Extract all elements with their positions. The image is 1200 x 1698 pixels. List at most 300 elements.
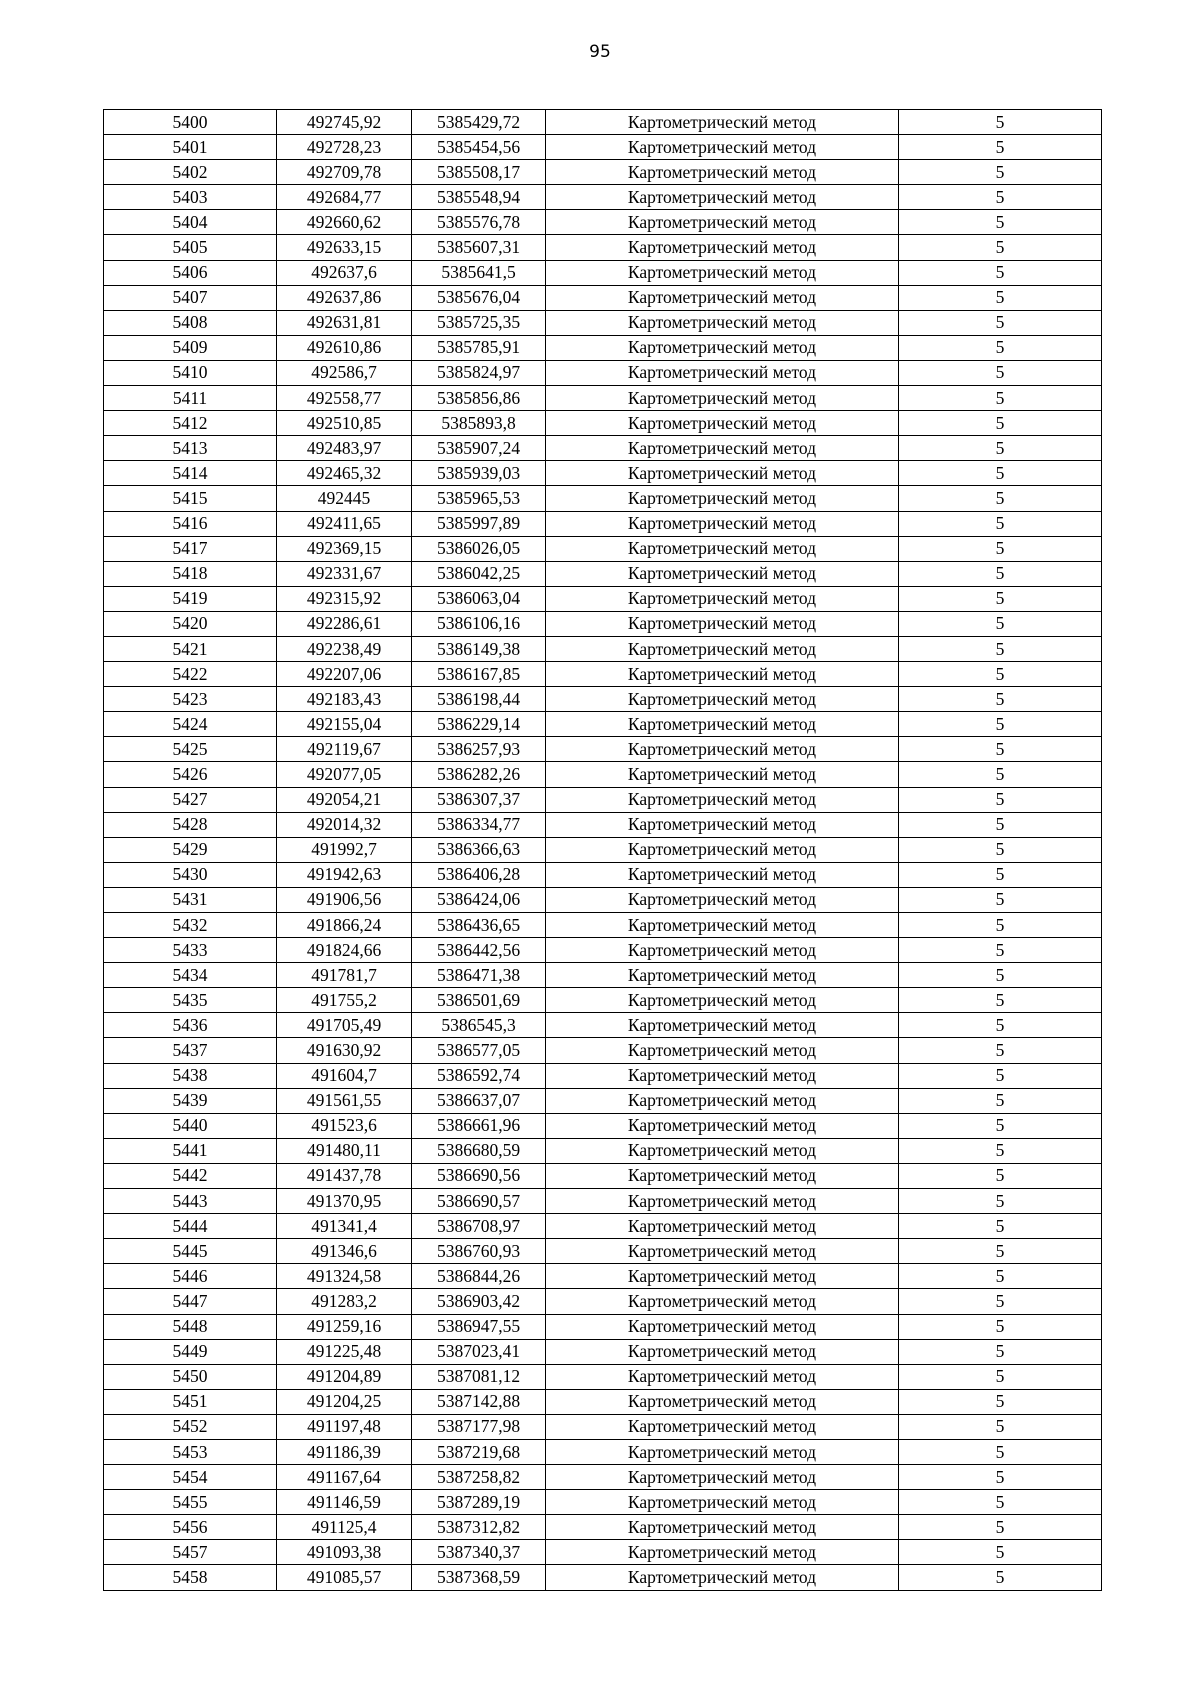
x-coordinate-cell: 492631,81 [277,310,412,335]
y-coordinate-cell: 5387289,19 [412,1490,546,1515]
point-number-cell: 5448 [104,1314,277,1339]
accuracy-cell: 5 [899,1013,1102,1038]
point-number-cell: 5438 [104,1063,277,1088]
y-coordinate-cell: 5385607,31 [412,235,546,260]
accuracy-cell: 5 [899,1565,1102,1590]
x-coordinate-cell: 491992,7 [277,837,412,862]
method-cell: Картометрический метод [546,1013,899,1038]
table-row [104,511,1102,536]
method-cell: Картометрический метод [546,687,899,712]
table-row [104,1414,1102,1439]
x-coordinate-cell: 491204,89 [277,1364,412,1389]
x-coordinate-cell: 492286,61 [277,611,412,636]
table-row [104,1063,1102,1088]
x-coordinate-cell: 492465,32 [277,461,412,486]
table-row [104,737,1102,762]
table-row [104,862,1102,887]
accuracy-cell: 5 [899,185,1102,210]
table-row [104,536,1102,561]
point-number-cell: 5434 [104,963,277,988]
y-coordinate-cell: 5385856,86 [412,386,546,411]
x-coordinate-cell: 492637,86 [277,285,412,310]
y-coordinate-cell: 5386592,74 [412,1063,546,1088]
x-coordinate-cell: 492483,97 [277,436,412,461]
accuracy-cell: 5 [899,1490,1102,1515]
table-row [104,913,1102,938]
y-coordinate-cell: 5386334,77 [412,812,546,837]
point-number-cell: 5449 [104,1339,277,1364]
method-cell: Картометрический метод [546,636,899,661]
x-coordinate-cell: 491561,55 [277,1088,412,1113]
x-coordinate-cell: 491437,78 [277,1163,412,1188]
method-cell: Картометрический метод [546,110,899,135]
table-row [104,436,1102,461]
point-number-cell: 5417 [104,536,277,561]
point-number-cell: 5456 [104,1515,277,1540]
point-number-cell: 5430 [104,862,277,887]
method-cell: Картометрический метод [546,662,899,687]
method-cell: Картометрический метод [546,712,899,737]
x-coordinate-cell: 491370,95 [277,1189,412,1214]
y-coordinate-cell: 5386545,3 [412,1013,546,1038]
x-coordinate-cell: 491186,39 [277,1439,412,1464]
y-coordinate-cell: 5386307,37 [412,787,546,812]
x-coordinate-cell: 492155,04 [277,712,412,737]
method-cell: Картометрический метод [546,436,899,461]
x-coordinate-cell: 491866,24 [277,913,412,938]
y-coordinate-cell: 5387219,68 [412,1439,546,1464]
method-cell: Картометрический метод [546,762,899,787]
method-cell: Картометрический метод [546,1540,899,1565]
accuracy-cell: 5 [899,887,1102,912]
table-row [104,1540,1102,1565]
table-row [104,1163,1102,1188]
accuracy-cell: 5 [899,662,1102,687]
accuracy-cell: 5 [899,737,1102,762]
accuracy-cell: 5 [899,110,1102,135]
point-number-cell: 5422 [104,662,277,687]
table-row [104,1389,1102,1414]
point-number-cell: 5444 [104,1214,277,1239]
method-cell: Картометрический метод [546,1314,899,1339]
point-number-cell: 5405 [104,235,277,260]
x-coordinate-cell: 492331,67 [277,561,412,586]
y-coordinate-cell: 5386708,97 [412,1214,546,1239]
y-coordinate-cell: 5386406,28 [412,862,546,887]
table-row [104,1490,1102,1515]
y-coordinate-cell: 5386661,96 [412,1113,546,1138]
y-coordinate-cell: 5386947,55 [412,1314,546,1339]
table-row [104,1515,1102,1540]
point-number-cell: 5404 [104,210,277,235]
y-coordinate-cell: 5387340,37 [412,1540,546,1565]
accuracy-cell: 5 [899,1439,1102,1464]
y-coordinate-cell: 5387312,82 [412,1515,546,1540]
table-row [104,837,1102,862]
y-coordinate-cell: 5385939,03 [412,461,546,486]
method-cell: Картометрический метод [546,1490,899,1515]
accuracy-cell: 5 [899,1088,1102,1113]
y-coordinate-cell: 5386149,38 [412,636,546,661]
point-number-cell: 5423 [104,687,277,712]
point-number-cell: 5427 [104,787,277,812]
table-row [104,586,1102,611]
point-number-cell: 5409 [104,335,277,360]
y-coordinate-cell: 5386257,93 [412,737,546,762]
accuracy-cell: 5 [899,762,1102,787]
y-coordinate-cell: 5387023,41 [412,1339,546,1364]
method-cell: Картометрический метод [546,1339,899,1364]
x-coordinate-cell: 492709,78 [277,160,412,185]
point-number-cell: 5403 [104,185,277,210]
x-coordinate-cell: 492014,32 [277,812,412,837]
accuracy-cell: 5 [899,235,1102,260]
y-coordinate-cell: 5386042,25 [412,561,546,586]
y-coordinate-cell: 5386501,69 [412,988,546,1013]
point-number-cell: 5443 [104,1189,277,1214]
x-coordinate-cell: 491085,57 [277,1565,412,1590]
coordinates-table-body [104,110,1102,1591]
y-coordinate-cell: 5385725,35 [412,310,546,335]
x-coordinate-cell: 491480,11 [277,1138,412,1163]
method-cell: Картометрический метод [546,611,899,636]
accuracy-cell: 5 [899,461,1102,486]
method-cell: Картометрический метод [546,411,899,436]
method-cell: Картометрический метод [546,1364,899,1389]
y-coordinate-cell: 5386680,59 [412,1138,546,1163]
point-number-cell: 5439 [104,1088,277,1113]
point-number-cell: 5412 [104,411,277,436]
table-row [104,461,1102,486]
table-row [104,1339,1102,1364]
x-coordinate-cell: 492315,92 [277,586,412,611]
table-row [104,411,1102,436]
table-row [104,285,1102,310]
point-number-cell: 5431 [104,887,277,912]
y-coordinate-cell: 5385965,53 [412,486,546,511]
point-number-cell: 5414 [104,461,277,486]
table-row [104,335,1102,360]
point-number-cell: 5457 [104,1540,277,1565]
table-row [104,812,1102,837]
method-cell: Картометрический метод [546,586,899,611]
y-coordinate-cell: 5385641,5 [412,260,546,285]
point-number-cell: 5453 [104,1439,277,1464]
method-cell: Картометрический метод [546,787,899,812]
y-coordinate-cell: 5386844,26 [412,1264,546,1289]
accuracy-cell: 5 [899,511,1102,536]
point-number-cell: 5429 [104,837,277,862]
x-coordinate-cell: 492728,23 [277,135,412,160]
table-row [104,1314,1102,1339]
table-row [104,386,1102,411]
table-row [104,310,1102,335]
accuracy-cell: 5 [899,687,1102,712]
method-cell: Картометрический метод [546,1414,899,1439]
accuracy-cell: 5 [899,963,1102,988]
x-coordinate-cell: 492633,15 [277,235,412,260]
x-coordinate-cell: 491705,49 [277,1013,412,1038]
x-coordinate-cell: 492660,62 [277,210,412,235]
method-cell: Картометрический метод [546,486,899,511]
accuracy-cell: 5 [899,837,1102,862]
table-row [104,1113,1102,1138]
point-number-cell: 5455 [104,1490,277,1515]
accuracy-cell: 5 [899,812,1102,837]
table-row [104,762,1102,787]
table-row [104,1038,1102,1063]
accuracy-cell: 5 [899,536,1102,561]
method-cell: Картометрический метод [546,837,899,862]
y-coordinate-cell: 5385907,24 [412,436,546,461]
accuracy-cell: 5 [899,1038,1102,1063]
method-cell: Картометрический метод [546,938,899,963]
method-cell: Картометрический метод [546,561,899,586]
x-coordinate-cell: 491225,48 [277,1339,412,1364]
point-number-cell: 5421 [104,636,277,661]
accuracy-cell: 5 [899,1113,1102,1138]
x-coordinate-cell: 492445 [277,486,412,511]
accuracy-cell: 5 [899,210,1102,235]
accuracy-cell: 5 [899,360,1102,385]
x-coordinate-cell: 492510,85 [277,411,412,436]
table-row [104,1289,1102,1314]
point-number-cell: 5452 [104,1414,277,1439]
point-number-cell: 5441 [104,1138,277,1163]
y-coordinate-cell: 5386282,26 [412,762,546,787]
x-coordinate-cell: 491283,2 [277,1289,412,1314]
point-number-cell: 5419 [104,586,277,611]
table-row [104,1565,1102,1590]
point-number-cell: 5415 [104,486,277,511]
x-coordinate-cell: 492586,7 [277,360,412,385]
point-number-cell: 5426 [104,762,277,787]
x-coordinate-cell: 492637,6 [277,260,412,285]
y-coordinate-cell: 5387368,59 [412,1565,546,1590]
method-cell: Картометрический метод [546,335,899,360]
x-coordinate-cell: 492745,92 [277,110,412,135]
point-number-cell: 5428 [104,812,277,837]
table-row [104,160,1102,185]
method-cell: Картометрический метод [546,1289,899,1314]
x-coordinate-cell: 491781,7 [277,963,412,988]
method-cell: Картометрический метод [546,862,899,887]
x-coordinate-cell: 491346,6 [277,1239,412,1264]
table-row [104,135,1102,160]
method-cell: Картометрический метод [546,1113,899,1138]
accuracy-cell: 5 [899,436,1102,461]
accuracy-cell: 5 [899,1189,1102,1214]
table-row [104,1465,1102,1490]
x-coordinate-cell: 492610,86 [277,335,412,360]
point-number-cell: 5447 [104,1289,277,1314]
table-row [104,235,1102,260]
accuracy-cell: 5 [899,1465,1102,1490]
table-row [104,1364,1102,1389]
point-number-cell: 5408 [104,310,277,335]
table-row [104,938,1102,963]
y-coordinate-cell: 5386637,07 [412,1088,546,1113]
accuracy-cell: 5 [899,1515,1102,1540]
x-coordinate-cell: 491906,56 [277,887,412,912]
y-coordinate-cell: 5386690,57 [412,1189,546,1214]
table-row [104,887,1102,912]
method-cell: Картометрический метод [546,360,899,385]
y-coordinate-cell: 5386063,04 [412,586,546,611]
accuracy-cell: 5 [899,1414,1102,1439]
accuracy-cell: 5 [899,1339,1102,1364]
accuracy-cell: 5 [899,611,1102,636]
method-cell: Картометрический метод [546,1239,899,1264]
y-coordinate-cell: 5385508,17 [412,160,546,185]
accuracy-cell: 5 [899,1163,1102,1188]
y-coordinate-cell: 5387142,88 [412,1389,546,1414]
x-coordinate-cell: 491824,66 [277,938,412,963]
table-row [104,1138,1102,1163]
point-number-cell: 5436 [104,1013,277,1038]
table-row [104,486,1102,511]
x-coordinate-cell: 492183,43 [277,687,412,712]
accuracy-cell: 5 [899,1389,1102,1414]
y-coordinate-cell: 5386436,65 [412,913,546,938]
table-row [104,1088,1102,1113]
table-row [104,561,1102,586]
y-coordinate-cell: 5386229,14 [412,712,546,737]
table-row [104,687,1102,712]
y-coordinate-cell: 5386760,93 [412,1239,546,1264]
y-coordinate-cell: 5386198,44 [412,687,546,712]
method-cell: Картометрический метод [546,963,899,988]
x-coordinate-cell: 492684,77 [277,185,412,210]
point-number-cell: 5418 [104,561,277,586]
accuracy-cell: 5 [899,913,1102,938]
coordinates-table [103,109,1102,1591]
x-coordinate-cell: 491125,4 [277,1515,412,1540]
method-cell: Картометрический метод [546,260,899,285]
accuracy-cell: 5 [899,160,1102,185]
page-number: 95 [589,42,611,62]
point-number-cell: 5420 [104,611,277,636]
y-coordinate-cell: 5386424,06 [412,887,546,912]
y-coordinate-cell: 5387177,98 [412,1414,546,1439]
accuracy-cell: 5 [899,486,1102,511]
y-coordinate-cell: 5385785,91 [412,335,546,360]
x-coordinate-cell: 492238,49 [277,636,412,661]
y-coordinate-cell: 5387081,12 [412,1364,546,1389]
x-coordinate-cell: 492119,67 [277,737,412,762]
x-coordinate-cell: 492369,15 [277,536,412,561]
x-coordinate-cell: 491197,48 [277,1414,412,1439]
point-number-cell: 5411 [104,386,277,411]
method-cell: Картометрический метод [546,1063,899,1088]
y-coordinate-cell: 5387258,82 [412,1465,546,1490]
point-number-cell: 5413 [104,436,277,461]
method-cell: Картометрический метод [546,1163,899,1188]
point-number-cell: 5416 [104,511,277,536]
method-cell: Картометрический метод [546,1214,899,1239]
method-cell: Картометрический метод [546,1565,899,1590]
point-number-cell: 5424 [104,712,277,737]
method-cell: Картометрический метод [546,887,899,912]
table-row [104,1264,1102,1289]
method-cell: Картометрический метод [546,1389,899,1414]
method-cell: Картометрический метод [546,310,899,335]
table-row [104,963,1102,988]
method-cell: Картометрический метод [546,536,899,561]
table-row [104,787,1102,812]
method-cell: Картометрический метод [546,185,899,210]
x-coordinate-cell: 491324,58 [277,1264,412,1289]
x-coordinate-cell: 491630,92 [277,1038,412,1063]
method-cell: Картометрический метод [546,135,899,160]
accuracy-cell: 5 [899,636,1102,661]
point-number-cell: 5458 [104,1565,277,1590]
method-cell: Картометрический метод [546,1038,899,1063]
y-coordinate-cell: 5386106,16 [412,611,546,636]
table-row [104,712,1102,737]
x-coordinate-cell: 491204,25 [277,1389,412,1414]
method-cell: Картометрический метод [546,812,899,837]
table-row [104,260,1102,285]
table-row [104,1239,1102,1264]
accuracy-cell: 5 [899,1239,1102,1264]
table-row [104,1189,1102,1214]
method-cell: Картометрический метод [546,737,899,762]
accuracy-cell: 5 [899,411,1102,436]
point-number-cell: 5445 [104,1239,277,1264]
point-number-cell: 5400 [104,110,277,135]
x-coordinate-cell: 491523,6 [277,1113,412,1138]
table-row [104,1439,1102,1464]
accuracy-cell: 5 [899,1540,1102,1565]
y-coordinate-cell: 5385429,72 [412,110,546,135]
y-coordinate-cell: 5386903,42 [412,1289,546,1314]
point-number-cell: 5401 [104,135,277,160]
method-cell: Картометрический метод [546,1088,899,1113]
table-row [104,185,1102,210]
x-coordinate-cell: 491755,2 [277,988,412,1013]
point-number-cell: 5433 [104,938,277,963]
table-row [104,360,1102,385]
y-coordinate-cell: 5386167,85 [412,662,546,687]
accuracy-cell: 5 [899,862,1102,887]
method-cell: Картометрический метод [546,913,899,938]
x-coordinate-cell: 491167,64 [277,1465,412,1490]
point-number-cell: 5425 [104,737,277,762]
y-coordinate-cell: 5386026,05 [412,536,546,561]
method-cell: Картометрический метод [546,160,899,185]
method-cell: Картометрический метод [546,1138,899,1163]
accuracy-cell: 5 [899,787,1102,812]
point-number-cell: 5451 [104,1389,277,1414]
y-coordinate-cell: 5385548,94 [412,185,546,210]
accuracy-cell: 5 [899,586,1102,611]
point-number-cell: 5454 [104,1465,277,1490]
table-row [104,636,1102,661]
method-cell: Картометрический метод [546,988,899,1013]
accuracy-cell: 5 [899,1289,1102,1314]
point-number-cell: 5410 [104,360,277,385]
point-number-cell: 5437 [104,1038,277,1063]
x-coordinate-cell: 492077,05 [277,762,412,787]
accuracy-cell: 5 [899,1264,1102,1289]
method-cell: Картометрический метод [546,285,899,310]
method-cell: Картометрический метод [546,1264,899,1289]
x-coordinate-cell: 491093,38 [277,1540,412,1565]
x-coordinate-cell: 491942,63 [277,862,412,887]
accuracy-cell: 5 [899,1138,1102,1163]
point-number-cell: 5432 [104,913,277,938]
